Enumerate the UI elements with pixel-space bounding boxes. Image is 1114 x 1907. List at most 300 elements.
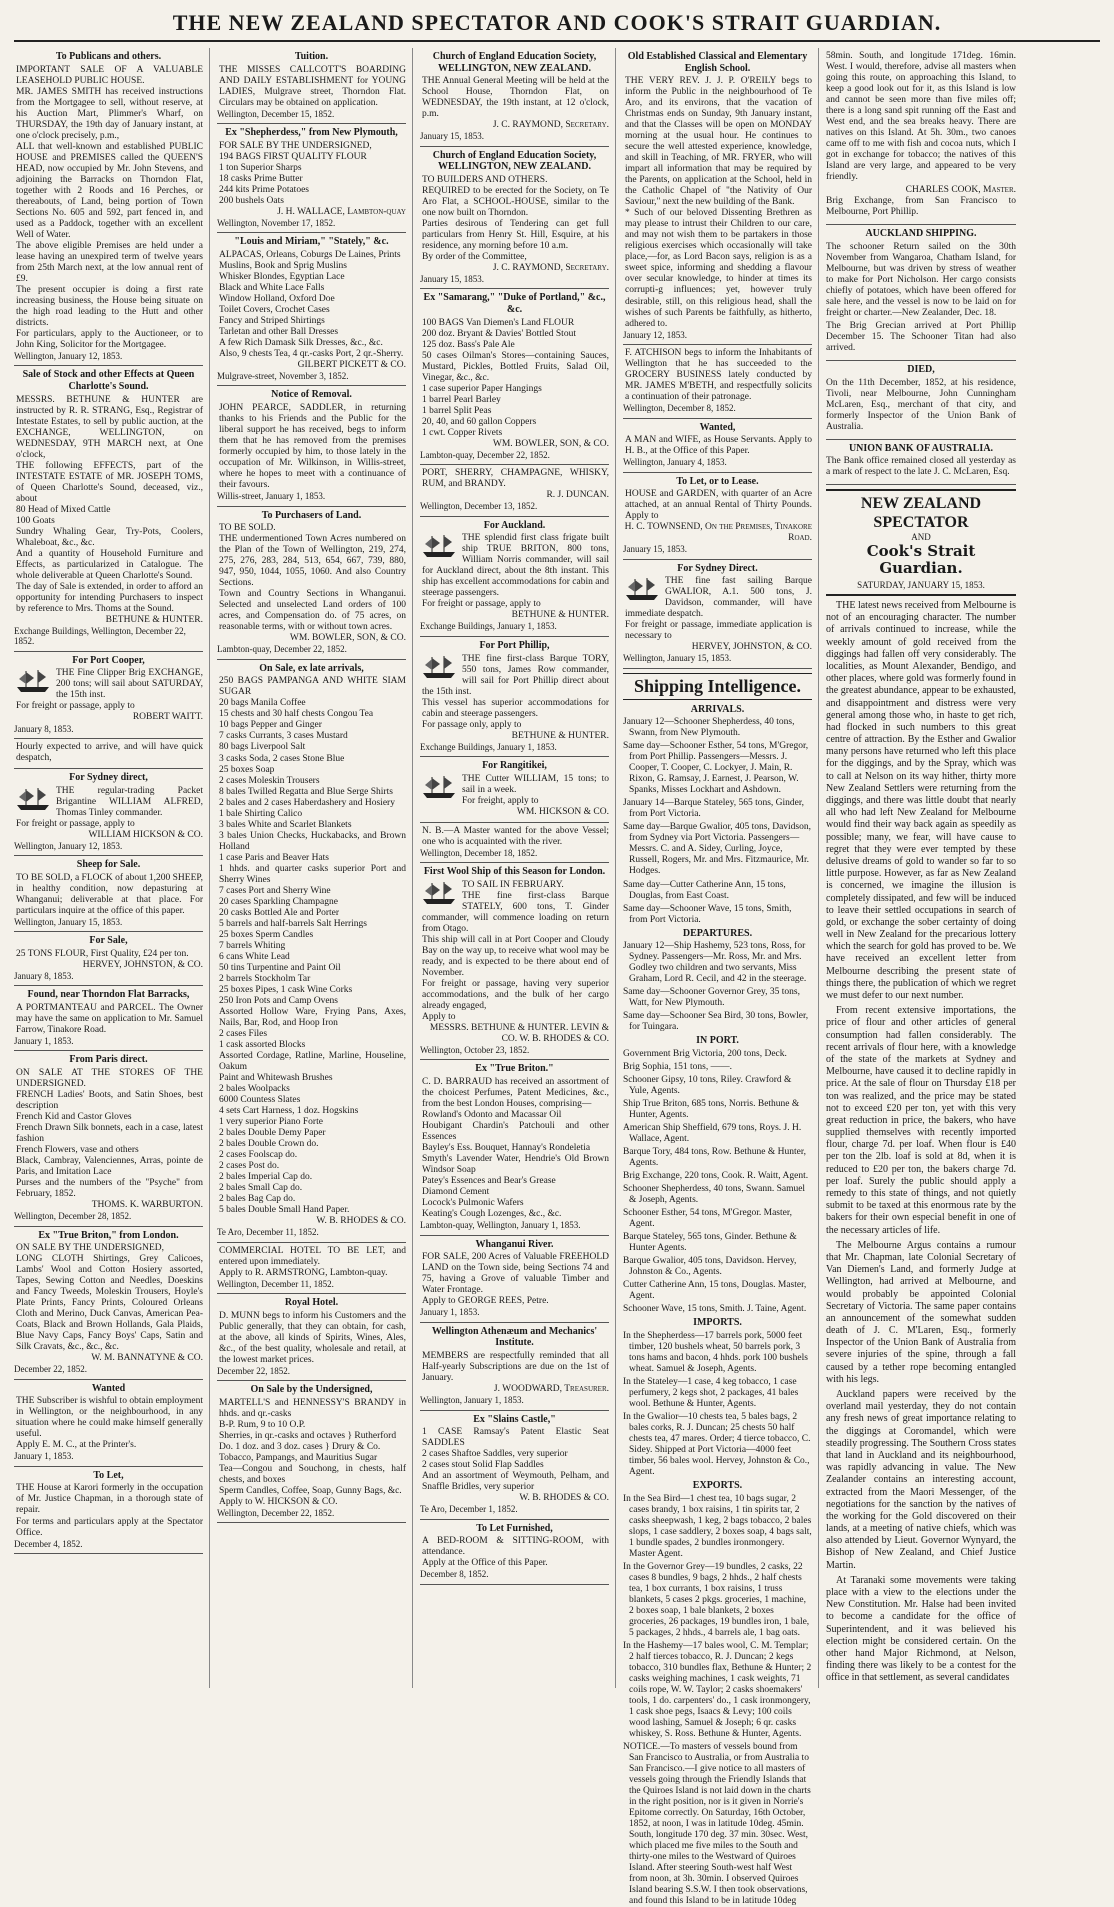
ad-text: 1 bale Shirting Calico bbox=[219, 808, 303, 819]
ad-text: For freight or passage, apply to bbox=[16, 818, 135, 829]
ad-text: THE undermentioned Town Acres numbered on the Plan of the Town of Wellington, 219, 274, 275, 276, 283, 284, 513, 654, 667, 739, 880, 947, 950, 1044, 1055, 1060. And also Country Sections. bbox=[219, 534, 406, 589]
ad-text: THE fine fast sailing Barque GWALIOR, A.1. 500 tons, J. Davidson, commander, will have immediate despatch. bbox=[625, 576, 812, 620]
ad-date: Wellington, January 1, 1853. bbox=[420, 1395, 524, 1406]
ad-text: THE regular-trading Packet Brigantine WILLIAM ALFRED, Thomas Tinley commander. bbox=[56, 785, 203, 818]
ad-text: Do. 1 doz. and 3 doz. cases } Drury & Co. bbox=[219, 1441, 381, 1452]
ad-date: Wellington, December 8, 1852. bbox=[623, 403, 736, 414]
ad-heading: For Auckland. bbox=[483, 519, 546, 531]
column-2 bbox=[217, 48, 413, 1688]
ad-text: HOUSE and GARDEN, with quarter of an Acre attached, at an annual Rental of Thirty Pounds. Apply to bbox=[625, 489, 812, 522]
ad-text: 3 bales White and Scarlet Blankets bbox=[219, 819, 352, 830]
ad-text: Parties desirous of Tendering can get full particulars from Henry St. Hill, Esquire, at his residence, any morning before 10 a.m. bbox=[422, 218, 609, 251]
ad-text: Black, Cambray, Valenciennes, Arras, pointe de Paris, and Imitation Lace bbox=[16, 1156, 203, 1178]
ad-text: 50 cases Oilman's Stores—containing Sauces, Mustard, Pickles, Bottled Fruits, Salad Oil, Vinegar, &c., &c. bbox=[422, 350, 609, 383]
ad-date: Wellington, October 23, 1852. bbox=[420, 1045, 530, 1056]
ad-text: MESSRS. BETHUNE & HUNTER are instructed by R. R. STRANG, Esq., Registrar of Intestate Estates, to sell by public auction, at the EXCHANGE, WELLINGTON, on WEDNESDAY, 9TH MARCH next, at One o'clock, bbox=[16, 394, 203, 460]
ad-text: A few Rich Damask Silk Dresses, &c., &c. bbox=[219, 337, 383, 348]
ad-text: 1 barrel Split Peas bbox=[422, 405, 492, 416]
notice-continuation: 58min. South, and longitude 171deg. 16min. West. I would, therefore, advise all masters when going this route, on approaching this Island, to keep a good look out for it, as this Island is low and cannot be seen more than five miles off; there is a long sand spit running off the East and West end, and the sea breaks heavy. There are natives on this Island. At 5h. 30m., two canoes came off to me with fish and cocoa nuts, which I got in exchange for tobacco; the natives of this Island are very large, and appeared to be very friendly. bbox=[826, 51, 1016, 183]
ad-date: December 4, 1852. bbox=[14, 1538, 83, 1549]
ad-text: 80 Head of Mixed Cattle bbox=[16, 504, 111, 515]
exports-entry: In the Governor Grey—19 bundles, 2 casks, 22 cases 8 bundles, 9 bags, 2 hhds., 2 half chests tea, 1 box currants, 1 box raisins, 1 truss blankets, 5 cases 2 pkgs. groceries, 1 machine, 2 boxes soap, 1 bale blankets, 2 boxes groceries, 26 packages, 19 bundles iron, 1 bale, 5 packages, 2 hhds., 4 barrels ale, 1 bag oats. bbox=[623, 1561, 810, 1638]
ad-text: Sherries, in qr.-casks and octaves } Rutherford bbox=[219, 1430, 397, 1441]
ad-text: Sundry Whaling Gear, Try-Pots, Coolers, Whaleboat, &c., &c. bbox=[16, 526, 203, 548]
ad-text: 2 bales Double Crown do. bbox=[219, 1139, 319, 1150]
ad-text: N. B.—A Master wanted for the above Vessel; one who is acquainted with the river. bbox=[422, 825, 609, 847]
ad-text: 25 boxes Pipes, 1 cask Wine Corks bbox=[219, 984, 353, 995]
advertisement bbox=[14, 1051, 203, 1226]
advertisement bbox=[217, 660, 406, 1243]
ad-text: 15 chests and 30 half chests Congou Tea bbox=[219, 709, 374, 720]
quiroes-island-notice bbox=[826, 48, 1016, 225]
ad-date: Wellington, January 12, 1853. bbox=[14, 840, 123, 851]
ad-heading: From Paris direct. bbox=[69, 1054, 148, 1066]
ad-text: THE House at Karori formerly in the occupation of Mr. Justice Chapman, in a thorough state of repair. bbox=[16, 1483, 203, 1516]
advertisement bbox=[420, 465, 609, 516]
advertisement bbox=[420, 637, 609, 757]
ad-signature: J. H. WALLACE, Lambton-quay bbox=[277, 206, 406, 217]
ad-heading: Ex "True Briton," from London. bbox=[38, 1229, 179, 1241]
advertisement bbox=[14, 769, 203, 856]
ad-text: For freight or passage, apply to bbox=[16, 701, 135, 712]
columns bbox=[14, 48, 1100, 1907]
ad-text: Hourly expected to arrive, and will have quick despatch, bbox=[16, 741, 203, 763]
arrivals-heading: ARRIVALS. bbox=[690, 703, 745, 715]
ad-heading: Church of England Education Society, WELLINGTON, NEW ZEALAND. bbox=[432, 149, 597, 173]
ad-text: Patey's Essences and Bear's Grease bbox=[422, 1176, 556, 1187]
ad-text: MARTELL'S and HENNESSY'S BRANDY in hhds. and qr.-casks bbox=[219, 1397, 406, 1419]
port-entry: Schooner Gipsy, 10 tons, Riley. Crawford & Yule, Agents. bbox=[623, 1074, 792, 1096]
ad-text: Also, 9 chests Tea, 4 qr.-casks Port, 2 qr.-Sherry. bbox=[219, 348, 404, 359]
ad-text: 5 barrels and half-barrels Salt Herrings bbox=[219, 918, 367, 929]
ad-text: Muslins, Book and Sprig Muslins bbox=[219, 260, 348, 271]
exports-list bbox=[623, 1494, 812, 1740]
ad-date: January 1, 1853. bbox=[14, 1451, 74, 1462]
ad-signature: GILBERT PICKETT & CO. bbox=[297, 359, 406, 370]
advertisement bbox=[420, 1060, 609, 1235]
ad-text: Assorted Cordage, Ratline, Marline, Houseline, Oakum bbox=[219, 1050, 406, 1072]
ad-text: 1 ton Superior Sharps bbox=[219, 162, 302, 173]
ad-date: Wellington, December 13, 1852. bbox=[420, 501, 538, 512]
editorial-paragraph: At Taranaki some movements were taking place with a view to the elections under the New Constitution. Mr. Halse had been invited to become a candidate for the office of Superintendent, and it was believed his election might be considered certain. On the other hand Major Richmond, at Nelson, finding there was likely to be a contest for the office in that settlement, as several candidates bbox=[826, 1574, 1016, 1684]
ad-text: Apply at the Office of this Paper. bbox=[422, 1558, 548, 1569]
ad-date: Exchange Buildings, January 1, 1853. bbox=[420, 621, 557, 632]
advertisement bbox=[420, 1411, 609, 1520]
ad-heading: For Port Cooper, bbox=[72, 654, 145, 666]
advertisement bbox=[420, 517, 609, 637]
advertisement bbox=[14, 1380, 203, 1467]
ad-text: For terms and particulars apply at the Spectator Office. bbox=[16, 1516, 203, 1538]
ad-text: 6 cans White Lead bbox=[219, 951, 290, 962]
ad-signature: J. C. RAYMOND, Secretary. bbox=[492, 263, 609, 274]
ad-heading: For Port Phillip, bbox=[479, 639, 550, 651]
ad-text: 1 barrel Pearl Barley bbox=[422, 394, 501, 405]
ad-date: Wellington, January 15, 1853. bbox=[623, 653, 732, 664]
shipping-notice: NOTICE.—To masters of vessels bound from San Francisco to Australia, or from Australia to San Francisco.—I give notice to all masters of vessels going through the Friendly Islands that the Quiroes Island is not laid down in the charts in the right position, nor is it given in Norrie's Epitome correctly. On Saturday, 16th October, 1852, at noon, I was in latitude 10deg. 45min. South, longitude 170 deg. 37 min. 30sec. West, which placed me five miles to the South and thirty-one miles to the Westward of Quiroes Island. After steering South-west half West from noon, at 3h. 30min. I observed Quiroes Island bearing S.S.W. I then took observations, and found this Island to be in latitude 10deg bbox=[623, 1741, 811, 1907]
ad-text: IMPORTANT SALE OF A VALUABLE LEASEHOLD PUBLIC HOUSE. bbox=[16, 64, 203, 86]
ad-signature: W. B. RHODES & CO. bbox=[316, 1216, 406, 1227]
ad-date: Wellington, December 15, 1852. bbox=[217, 108, 335, 119]
departures-heading: DEPARTURES. bbox=[682, 927, 753, 939]
ad-heading: Sheep for Sale. bbox=[76, 859, 141, 871]
advertisement bbox=[420, 1236, 609, 1323]
ad-text: For freight or passage, having very superior accommodations, and the bulk of her cargo already engaged, bbox=[422, 978, 609, 1011]
ad-text: Keating's Cough Lozenges, &c., &c. bbox=[422, 1209, 562, 1220]
ad-text: ALPACAS, Orleans, Coburgs De Laines, Prints bbox=[219, 249, 401, 260]
ad-text: 1 case Paris and Beaver Hats bbox=[219, 852, 330, 863]
ad-text: 2 barrels Stockholm Tar bbox=[219, 973, 311, 984]
ad-heading: First Wool Ship of this Season for London. bbox=[423, 866, 606, 878]
ad-date: Wellington, December 28, 1852. bbox=[14, 1211, 132, 1222]
ad-text: Paint and Whitewash Brushes bbox=[219, 1072, 333, 1083]
arrivals-list bbox=[623, 717, 812, 925]
ad-text: 20 bags Manila Coffee bbox=[219, 698, 306, 709]
ad-heading: Ex "Slains Castle," bbox=[473, 1413, 556, 1425]
ad-text: 1 hhds. and quarter casks superior Port and Sherry Wines bbox=[219, 863, 406, 885]
ad-text: 4 sets Cart Harness, 1 doz. Hogskins bbox=[219, 1106, 359, 1116]
advertisement bbox=[420, 1520, 609, 1585]
column-3 bbox=[420, 48, 616, 1688]
ad-text: Locock's Pulmonic Wafers bbox=[422, 1198, 524, 1209]
ad-heading: Royal Hotel. bbox=[284, 1297, 339, 1309]
ad-text: The day of Sale is extended, in order to afford an opportunity for intending Purchasers to inspect by reference to Mrs. Thoms at the Sound. bbox=[16, 581, 203, 614]
advertisement bbox=[623, 48, 812, 345]
ad-text: 2 cases Files bbox=[219, 1028, 268, 1039]
advertisement bbox=[14, 932, 203, 986]
ad-signature: BETHUNE & HUNTER. bbox=[511, 730, 609, 741]
ad-text: And an assortment of Weymouth, Pelham, and Snaffle Bridles, very superior bbox=[422, 1471, 609, 1493]
port-entry: Schooner Shepherdess, 40 tons, Swann. Samuel & Joseph, Agents. bbox=[623, 1184, 806, 1206]
ad-signature: J. C. RAYMOND, Secretary. bbox=[492, 120, 609, 131]
ad-text: Window Holland, Oxford Doe bbox=[219, 293, 335, 304]
ad-heading: Wanted, bbox=[699, 421, 736, 433]
union-bank-heading: UNION BANK OF AUSTRALIA. bbox=[848, 442, 994, 454]
advertisement bbox=[217, 124, 406, 233]
ad-date: Lambton-quay, December 22, 1852. bbox=[420, 449, 550, 460]
ad-heading: To Let, or to Lease. bbox=[676, 475, 759, 487]
port-entry: Brig Sophia, 151 tons, ——. bbox=[623, 1061, 732, 1072]
ad-signature: WM. HICKSON & CO. bbox=[516, 806, 609, 817]
ad-text: D. MUNN begs to inform his Customers and the Public generally, that they can obtain, for cash, at the above, all kinds of Spirits, Wines, Ales, &c., of the best quality, wholesale and retail, at the lowest market prices. bbox=[219, 1310, 406, 1365]
column-4-ads bbox=[623, 48, 812, 669]
ad-date: Wellington, January 4, 1853. bbox=[623, 457, 727, 468]
exports-entry: In the Sea Bird—1 chest tea, 10 bags sugar, 2 cases brandy, 1 box raisins, 1 tin spirits tar, 2 casks sheepwash, 1 keg, 2 bags tobacco, 2 bales slops, 1 case saddlery, 2 boxes soap, 4 bags salt, 1 bundle spades, 2 bundles ironmongery. Master Agent. bbox=[623, 1493, 812, 1559]
advertisement bbox=[623, 419, 812, 473]
advertisement bbox=[623, 345, 812, 419]
ad-text: 2 bales and 2 cases Haberdashery and Hosiery bbox=[219, 797, 395, 808]
ad-text: THE Cutter WILLIAM, 15 tons; to sail in a week. bbox=[462, 773, 609, 795]
ad-text: 250 Iron Pots and Camp Ovens bbox=[219, 995, 339, 1006]
ad-text: JOHN PEARCE, SADDLER, in returning thanks to his Friends and the Public for the liberal support he has received, begs to inform them that he has removed from the premises formerly occupied by him, to those lately in the occupation of Mr. Wilkinson, in Willis-street, where he hopes to meet with a continuance of their favours. bbox=[219, 403, 406, 491]
ad-text: 1 very superior Piano Forte bbox=[219, 1117, 323, 1128]
ad-text: 2 cases Moleskin Trousers bbox=[219, 775, 320, 786]
imports-heading: IMPORTS. bbox=[693, 1317, 742, 1329]
ad-heading: Ex "True Briton." bbox=[475, 1063, 554, 1075]
ad-text: 7 barrels Whiting bbox=[219, 940, 286, 951]
port-entry: American Ship Sheffield, 679 tons, Roys. J. H. Wallace, Agent. bbox=[623, 1122, 802, 1144]
ad-text: 18 casks Prime Butter bbox=[219, 173, 303, 184]
ad-text: 1 CASE Ramsay's Patent Elastic Seat SADDLES bbox=[422, 1427, 609, 1449]
advertisement bbox=[420, 823, 609, 863]
ad-heading: Old Established Classical and Elementary English School. bbox=[627, 51, 808, 74]
port-entry: Barque Gwalior, 405 tons, Davidson. Hervey, Johnston & Co., Agents. bbox=[623, 1256, 797, 1278]
ad-heading: Tuition. bbox=[294, 51, 329, 62]
ad-text: 25 boxes Sperm Candles bbox=[219, 929, 314, 940]
advertisement bbox=[14, 986, 203, 1051]
ad-text: 6000 Countess Slates bbox=[219, 1094, 301, 1105]
ad-text: Tobacco, Pampangs, and Mauritius Sugar bbox=[219, 1452, 378, 1463]
ad-text: A MAN and WIFE, as House Servants. Apply to H. B., at the Office of this Paper. bbox=[625, 435, 812, 457]
ad-text: 125 doz. Bass's Pale Ale bbox=[422, 339, 515, 350]
ad-text: 80 bags Liverpool Salt bbox=[219, 742, 306, 753]
ad-text: The present occupier is doing a first rate increasing business, the House being situate on the high road leading to the Hutt and other districts. bbox=[16, 284, 203, 328]
ad-text: 3 bales Union Checks, Huckabacks, and Brown Holland bbox=[219, 830, 406, 852]
ad-text: C. D. BARRAUD has received an assortment of the choicest Perfumes, Patent Medicines, &c., from the best London Houses, comprising— bbox=[422, 1077, 609, 1110]
advertisement bbox=[623, 560, 812, 669]
auckland-paragraph: The Brig Grecian arrived at Port Phillip December 15. The Schooner Titan had also arrived. bbox=[826, 320, 1016, 353]
ad-text: 1 cwt. Copper Rivets bbox=[422, 427, 503, 438]
ad-text: REQUIRED to be erected for the Society, on Te Aro Flat, a SCHOOL-HOUSE, similar to the one now built on Thorndon. bbox=[422, 185, 609, 218]
ad-text: Black and White Lace Falls bbox=[219, 282, 325, 293]
ad-date: January 15, 1853. bbox=[420, 274, 484, 285]
ad-heading: Wanted bbox=[91, 1382, 126, 1394]
ad-text: 2 bales Small Cap do. bbox=[219, 1183, 303, 1194]
ad-text: The above eligible Premises are held under a lease having an unexpired term of twelve years from 25th March next, at the low annual rent of £9. bbox=[16, 240, 203, 284]
editorial-paragraph: The Melbourne Argus contains a rumour that Mr. Chapman, late Colonial Secretary of Van Diemen's Land, and formerly Judge at Wellington, had arrived at Melbourne, and would probably be appointed Colonial Secretary of Victoria. The same paper contains an announcement of the somewhat sudden death of J. C. M'Laren, Esq., formerly Inspector of the Union Bank of Australia from severe injuries of the spine, through a fall caused by a tether rope becoming entangled with his legs. bbox=[826, 1239, 1016, 1385]
ad-date: Wellington, January 12, 1853. bbox=[14, 351, 123, 361]
ad-text: THE VERY REV. J. J. P. O'REILY begs to inform the Public in the neighbourhood of Te Aro, and its environs, that the vacation of Christmas ends on Sunday, 9th January instant, and that the Classes will be open on MONDAY morning at the usual hour. He continues to secure the well attested experience, knowledge, and skill in Teaching, of MR. FRYER, who will impart all information that may be required by the Parents, on application at the School, held in the Catholic Chapel of "the Nativity of Our Saviour," next the new building of the Bank. bbox=[625, 76, 812, 208]
departures-entry: January 12—Ship Hashemy, 523 tons, Ross, for Sydney. Passengers—Mr. Ross, Mr. and Mrs. Godley two children and two servants, Miss Graham, Lord R. Cecil, and 42 in the steerage. bbox=[623, 941, 807, 985]
ad-date: Lambton-quay, Wellington, January 1, 1853. bbox=[420, 1220, 581, 1231]
in-port-list bbox=[623, 1049, 812, 1315]
died-text: On the 11th December, 1852, at his residence, Tivoli, near Melbourne, John Cunningham McLaren, Esq., merchant of that city, and formerly Inspector of the Union Bank of Australia. bbox=[826, 377, 1016, 432]
departures-entry: Same day—Schooner Sea Bird, 30 tons, Bowler, for Tuingara. bbox=[623, 1011, 809, 1033]
ad-date: January 1, 1853. bbox=[14, 1035, 74, 1046]
ad-text: Smyth's Lavender Water, Hendrie's Old Brown Windsor Soap bbox=[422, 1154, 609, 1176]
ad-text: 20, 40, and 60 gallon Coppers bbox=[422, 416, 537, 427]
ad-text: Bayley's Ess. Bouquet, Hannay's Rondeletia bbox=[422, 1143, 591, 1154]
ad-date: Willis-street, January 1, 1853. bbox=[217, 491, 326, 502]
advertisement bbox=[217, 1294, 406, 1381]
ad-date: Wellington, November 17, 1852. bbox=[217, 217, 336, 228]
ad-text: Toilet Covers, Crochet Cases bbox=[219, 304, 330, 315]
column-1 bbox=[14, 48, 210, 1688]
imports-list bbox=[623, 1331, 812, 1478]
ad-text: 1 cask assorted Blocks bbox=[219, 1039, 306, 1050]
ad-signature: BETHUNE & HUNTER. bbox=[511, 610, 609, 621]
ad-heading: On Sale by the Undersigned, bbox=[250, 1384, 373, 1396]
editorial-paragraph: From recent extensive importations, the price of flour and other articles of general consumption had fallen considerably. The recent arrivals of flour here, with a knowledge of the state of the markets at Sydney and Melbourne, have caused it to decline rapidly in price. At the sale of flour on Thursday £18 per ton was realized, and the price may be stated not to exceed £20 per ton, yet with this very great reduction in price, the bakers, who have supplied themselves with recently imported flour, charge 7d. per loaf. When flour is £40 per ton the 2lb. loaf is sold at 8d, when it is reduced to £20 per ton, the bakers charge 7d. per loaf. Surely the public should apply a remedy to this state of things, and not quietly submit to be taxed at this enormous rate by the bakers for their own especial benefit in one of the necessary articles of life. bbox=[826, 1005, 1016, 1236]
ad-date: January 15, 1853. bbox=[420, 131, 484, 142]
editorial-title: NEW ZEALAND SPECTATOR bbox=[860, 495, 982, 531]
ad-text: 244 kits Prime Potatoes bbox=[219, 184, 309, 195]
ad-date: January 8, 1853. bbox=[14, 970, 74, 981]
ad-text: Sperm Candles, Coffee, Soap, Gunny Bags, &c. bbox=[219, 1485, 402, 1496]
auckland-heading: AUCKLAND SHIPPING. bbox=[865, 228, 977, 240]
ad-heading: Whanganui River. bbox=[475, 1238, 554, 1250]
masthead: THE NEW ZEALAND SPECTATOR AND COOK'S STRAIT GUARDIAN. bbox=[14, 8, 1100, 42]
ad-text: B-P. Rum, 9 to 10 O.P. bbox=[219, 1419, 306, 1430]
advertisement bbox=[217, 233, 406, 386]
ad-date: Exchange Buildings, Wellington, December 22, 1852. bbox=[14, 625, 186, 647]
ad-heading: To Let Furnished, bbox=[476, 1522, 553, 1534]
ad-signature: H. C. TOWNSEND, On the Premises, Tinakore Road. bbox=[624, 522, 812, 544]
ad-heading: Notice of Removal. bbox=[271, 389, 352, 401]
ad-text: 1 case superior Paper Hangings bbox=[422, 383, 542, 394]
ad-text: FRENCH Ladies' Boots, and Satin Shoes, best description bbox=[16, 1089, 203, 1111]
ad-text: French Kid and Castor Gloves bbox=[16, 1111, 132, 1122]
ad-text: TO BE SOLD. bbox=[219, 523, 276, 534]
ad-text: MEMBERS are respectfully reminded that all Half-yearly Subscriptions are due on the 1st of January. bbox=[422, 1351, 609, 1384]
ad-text: 5 bales Double Small Hand Paper. bbox=[219, 1205, 350, 1216]
ship-icon bbox=[420, 533, 458, 559]
ad-text: 20 casks Bottled Ale and Porter bbox=[219, 907, 340, 918]
ad-text: French Flowers, vase and others bbox=[16, 1145, 139, 1156]
ad-text: THE Fine Clipper Brig EXCHANGE, 200 tons; will sail about SATURDAY, the 15th inst. bbox=[56, 668, 203, 701]
ad-text: French Drawn Silk bonnets, each in a case, latest fashion bbox=[16, 1122, 203, 1144]
ad-text: Fancy and Striped Shirtings bbox=[219, 315, 325, 326]
ad-text: Whisker Blondes, Egyptian Lace bbox=[219, 271, 345, 282]
port-entry: Schooner Wave, 15 tons, Smith. J. Taine, Agent. bbox=[623, 1304, 807, 1315]
ad-date: January 12, 1853. bbox=[623, 329, 687, 340]
notice-vessel: Brig Exchange, from San Francisco to Melbourne, Port Phillip. bbox=[826, 196, 1016, 218]
ad-text: TO BE SOLD, a FLOCK of about 1,200 SHEEP, in healthy condition, now depasturing at Whanganui; deliverable at that place. For particulars inquire at the office of this paper. bbox=[16, 872, 203, 916]
ad-text: For freight or passage, immediate application is necessary to bbox=[625, 620, 812, 642]
ad-signature: ROBERT WAITT. bbox=[132, 712, 203, 723]
union-bank-text: The Bank office remained closed all yesterday as a mark of respect to the late J. C. McLaren, Esq. bbox=[826, 456, 1016, 478]
ad-text: A BED-ROOM & SITTING-ROOM, with attendance. bbox=[422, 1536, 609, 1558]
ad-heading: Ex "Shepherdess," from New Plymouth, bbox=[225, 127, 398, 139]
ad-text: 2 bales Double Demy Paper bbox=[219, 1128, 326, 1139]
ad-date: Wellington, December 22, 1852. bbox=[217, 1507, 335, 1518]
port-entry: Barque Stateley, 565 tons, Ginder. Bethune & Hunter Agents. bbox=[623, 1232, 797, 1254]
ad-text: Apply to R. ARMSTRONG, Lambton-quay. bbox=[219, 1267, 388, 1278]
ad-heading: For Sale, bbox=[89, 935, 128, 947]
port-entry: Barque Tory, 484 tons, Row. Bethune & Hunter, Agents. bbox=[623, 1147, 807, 1169]
ad-text: 200 bushels Oats bbox=[219, 195, 284, 206]
arrivals-entry: January 12—Schooner Shepherdess, 40 tons, Swann, from New Plymouth. bbox=[623, 717, 795, 739]
exports-heading: EXPORTS. bbox=[692, 1480, 743, 1492]
ad-text: Diamond Cement bbox=[422, 1187, 490, 1198]
ad-text: For passage only, apply to bbox=[422, 719, 522, 730]
ad-text: 25 TONS FLOUR, First Quality, £24 per ton. bbox=[16, 948, 189, 959]
ad-text: 2 bales Bag Cap do. bbox=[219, 1194, 296, 1205]
ad-heading: Sale of Stock and other Effects at Queen Charlotte's Sound. bbox=[22, 369, 195, 393]
ad-text: 25 boxes Soap bbox=[219, 764, 275, 775]
ad-heading: Wellington Athenæum and Mechanics' Institute. bbox=[431, 1325, 598, 1349]
union-bank-notice bbox=[826, 440, 1016, 486]
ad-text: 7 cases Port and Sherry Wine bbox=[219, 885, 331, 896]
arrivals-entry: January 14—Barque Stateley, 565 tons, Ginder, from Port Victoria. bbox=[623, 798, 805, 820]
notice-signature: CHARLES COOK, Master. bbox=[905, 185, 1016, 196]
advertisement bbox=[217, 48, 406, 124]
ad-heading: For Rangitikei, bbox=[482, 760, 547, 772]
ad-text: LONG CLOTH Shirtings, Grey Calicoes, Lambs' Wool and Cotton Hosiery assorted, Tapes, Sewing Cotton and Needles, Doeskins and Fancy Tweeds, Moleskin Trousers, Hoyle's Plate Prints, Fancy Prints, Coloured Orleans Cloth and Merino, Duck Canvas, American Pea-Coats, Black and Brown Hollands, Gala Plaids, Blue Navy Caps, Fancy Boys' Caps, Satin and Silk Cravats, &c., &c., &c. bbox=[16, 1254, 203, 1353]
advertisement bbox=[217, 386, 406, 506]
ad-text: THE fine first-class Barque TORY, 550 tons, James Row commander, will sail for Port Phillip direct about the 15th inst. bbox=[422, 653, 609, 697]
port-entry: Cutter Catherine Ann, 15 tons, Douglas. Master, Agent. bbox=[623, 1280, 807, 1302]
ad-signature: HERVEY, JOHNSTON, & CO. bbox=[691, 642, 812, 653]
ad-text: MR. JAMES SMITH has received instructions from the Mortgagee to sell, without reserve, at his Auction Mart, Plimmer's Wharf, on THURSDAY, the 19th day of January instant, at one o'clock precisely, p.m., bbox=[16, 86, 203, 141]
exports-entry: In the Hashemy—17 bales wool, C. M. Templar; 2 half tierces tobacco, R. J. Duncan; 2 kegs tobacco, 310 bundles flax, Bethune & Hunter; 2 casks weighing machines, 1 cask weights, 71 coils rope, W. W. Taylor; 2 casks shoemakers' tools, 1 do. carpenters' do., 1 cask ironmongery, 1 cask shoe pegs, Isaacs & Levy; 100 coils wood lashing, Samuel & Joseph; 6 qr. casks whiskey, S. Ross. Bethune & Hunter, Agents. bbox=[623, 1640, 812, 1739]
ad-heading: Church of England Education Society, WELLINGTON, NEW ZEALAND. bbox=[432, 51, 597, 74]
ad-signature: W. M. BANNATYNE & CO. bbox=[91, 1353, 203, 1364]
port-entry: Schooner Esther, 54 tons, M'Gregor. Master, Agent. bbox=[623, 1208, 793, 1230]
ad-date: Te Aro, December 1, 1852. bbox=[420, 1504, 518, 1515]
ad-text: 20 cases Sparkling Champagne bbox=[219, 896, 338, 907]
ship-icon bbox=[420, 880, 458, 906]
arrivals-entry: Same day—Barque Gwalior, 405 tons, Davidson, from Sydney via Port Victoria. Passengers—Messrs. C. and A. Sidey, Curling, Joyce, Russell, Rogers, Mr. and Mrs. Fitzmaurice, Mr. Hodges. bbox=[623, 822, 812, 877]
ad-text: Tea—Congou and Souchong, in chests, half chests, and boxes bbox=[219, 1463, 406, 1485]
ad-text: 250 BAGS PAMPANGA AND WHITE SIAM SUGAR bbox=[219, 676, 406, 698]
ad-date: January 1, 1853. bbox=[420, 1307, 480, 1318]
ad-text: FOR SALE BY THE UNDERSIGNED, bbox=[219, 140, 372, 151]
shipping-intelligence bbox=[623, 704, 812, 1907]
ad-text: PORT, SHERRY, CHAMPAGNE, WHISKY, RUM, and BRANDY. bbox=[422, 468, 609, 490]
ad-heading: For Sydney direct, bbox=[69, 771, 148, 783]
ship-icon bbox=[623, 576, 661, 602]
ad-heading: Found, near Thorndon Flat Barracks, bbox=[27, 989, 190, 1001]
ad-text: ON SALE BY THE UNDERSIGNED, bbox=[16, 1243, 165, 1254]
ad-signature: WM. BOWLER, SON, & CO. bbox=[492, 438, 609, 449]
ad-date: December 22, 1852. bbox=[217, 1365, 290, 1376]
ad-heading: "Louis and Miriam," "Stately," &c. bbox=[234, 236, 389, 248]
ad-heading: To Publicans and others. bbox=[55, 51, 162, 62]
ad-signature: BETHUNE & HUNTER. bbox=[105, 614, 203, 625]
advertisement bbox=[217, 1243, 406, 1294]
advertisement bbox=[14, 1227, 203, 1380]
editorial-paragraph: THE latest news received from Melbourne is not of an encouraging character. The number of arrivals continued to increase, while the weekly amount of gold received from the diggings had fallen off very considerably. The localities, as Mount Alexander, Bendigo, and other places, where gold was formerly found in the greatest abundance, appear to be exhausted, and disappointment and distress were very general among those who, in haste to get rich, had flocked in such numbers to this great centre of attraction. By the Esther and Gwalior many persons have returned who left this place for the diggings, and by the Spray, which was to call at Nelson on its way hither, thirty more New Zealand Settlers were returning from the diggings, and there was little doubt that nearly all who had left New Zealand for Melbourne would find their way back again as speedily as possible; many, we fear, will have cause to regret that they were ever tempted by these delusive dreams of gold to wander so far to so little purpose. However, as far as New Zealand is concerned, we imagine the illusion is completely dissipated, and few will be induced to leave their settled occupations in search of gold, or exchange the sober certainty of doing well in New Zealand for the precarious lottery which the search for gold has proved to be. We have received an excellent letter from Melbourne describing the present state of things there, the publication of which we regret we must defer to our next number. bbox=[826, 600, 1016, 1002]
port-entry: Ship True Briton, 685 tons, Norris. Bethune & Hunter, Agents. bbox=[623, 1098, 800, 1120]
ad-text: This ship will call in at Port Cooper and Cloudy Bay on the way up, to receive what wool may be ready, and is expected to be there about end of November. bbox=[422, 934, 609, 978]
ad-signature: HERVEY, JOHNSTON, & CO. bbox=[82, 959, 203, 970]
column-5 bbox=[826, 48, 1022, 1688]
ad-text: COMMERCIAL HOTEL TO BE LET, and entered upon immediately. bbox=[219, 1245, 406, 1267]
died-heading: DIED, bbox=[907, 363, 935, 375]
advertisement bbox=[14, 739, 203, 769]
ad-text: THE Annual General Meeting will be held at the School House, Thorndon Flat, on WEDNESDAY, the 19th instant, at 12 o'clock, p.m. bbox=[422, 76, 609, 120]
ad-text: TO BUILDERS AND OTHERS. bbox=[422, 174, 548, 185]
ad-text: 2 cases Post do. bbox=[219, 1161, 280, 1172]
ad-text: A PORTMANTEAU and PARCEL. The Owner may have the same on application to Mr. Samuel Farrow, Tinakore Road. bbox=[16, 1002, 203, 1035]
advertisement bbox=[14, 652, 203, 739]
arrivals-entry: Same day—Schooner Wave, 15 tons, Smith, from Port Victoria. bbox=[623, 903, 792, 925]
ad-text: Rowland's Odonto and Macassar Oil bbox=[422, 1110, 562, 1121]
ad-date: Lambton-quay, December 22, 1852. bbox=[217, 644, 347, 655]
ad-text: And a quantity of Household Furniture and Effects, as particularized in Catalogue. The whole deliverable at Queen Charlotte's Sound. bbox=[16, 548, 203, 581]
advertisement bbox=[14, 48, 203, 366]
editorial-subtitle: Cook's Strait Guardian. bbox=[866, 541, 976, 578]
ship-icon bbox=[14, 786, 52, 812]
in-port-heading: IN PORT. bbox=[696, 1035, 739, 1047]
ad-text: ON SALE AT THE STORES OF THE UNDERSIGNED. bbox=[16, 1067, 203, 1089]
ad-date: December 22, 1852. bbox=[14, 1364, 87, 1375]
ad-text: F. ATCHISON begs to inform the Inhabitants of Wellington that he has succeeded to the GROCERY BUSINESS lately conducted by MR. JAMES M'BETH, and respectfully solicits a continuation of their patronage. bbox=[625, 347, 812, 403]
ad-heading: On Sale, ex late arrivals, bbox=[259, 662, 364, 674]
ad-date: Exchange Buildings, January 1, 1853. bbox=[420, 741, 557, 752]
advertisement bbox=[420, 757, 609, 823]
imports-entry: In the Gwalior—10 chests tea, 5 bales bags, 2 bales corks, R. J. Duncan; 25 chests 50 half chests tea, 47 mares. Order; 4 tierce tobacco, C. Sidey. Shipped at Port Victoria—4000 feet timber, 56 bales wool. Hervey, Johnston & Co., Agent. bbox=[623, 1411, 811, 1477]
ad-text: 2 cases Foolscap do. bbox=[219, 1150, 298, 1161]
advertisement bbox=[420, 289, 609, 465]
ad-date: January 15, 1853. bbox=[623, 544, 687, 555]
ad-text: 2 cases Shaftoe Saddles, very superior bbox=[422, 1449, 568, 1460]
ad-text: Tarletan and other Ball Dresses bbox=[219, 326, 339, 337]
editorial-masthead bbox=[826, 489, 1016, 596]
editorial-paragraph: Auckland papers were received by the overland mail yesterday, they do not contain any fresh news of great importance relating to the diggings at Coromandel, which were steadily progressing. The Southern Cross states that land in Auckland and its neighbourhood, was rapidly advancing in value. The New Zealander contains an interesting account, extracted from the Maori Messenger, of the negotiations for the sanction by the natives of the working for the Gold discovered on their lands, at a meeting of native chiefs, which was also attended by Lieut. Governor Wynyard, the Bishop of New Zealand, and Chief Justice Martin. bbox=[826, 1389, 1016, 1571]
ad-text: By order of the Committee, bbox=[422, 252, 527, 262]
advertisement bbox=[14, 1467, 203, 1554]
